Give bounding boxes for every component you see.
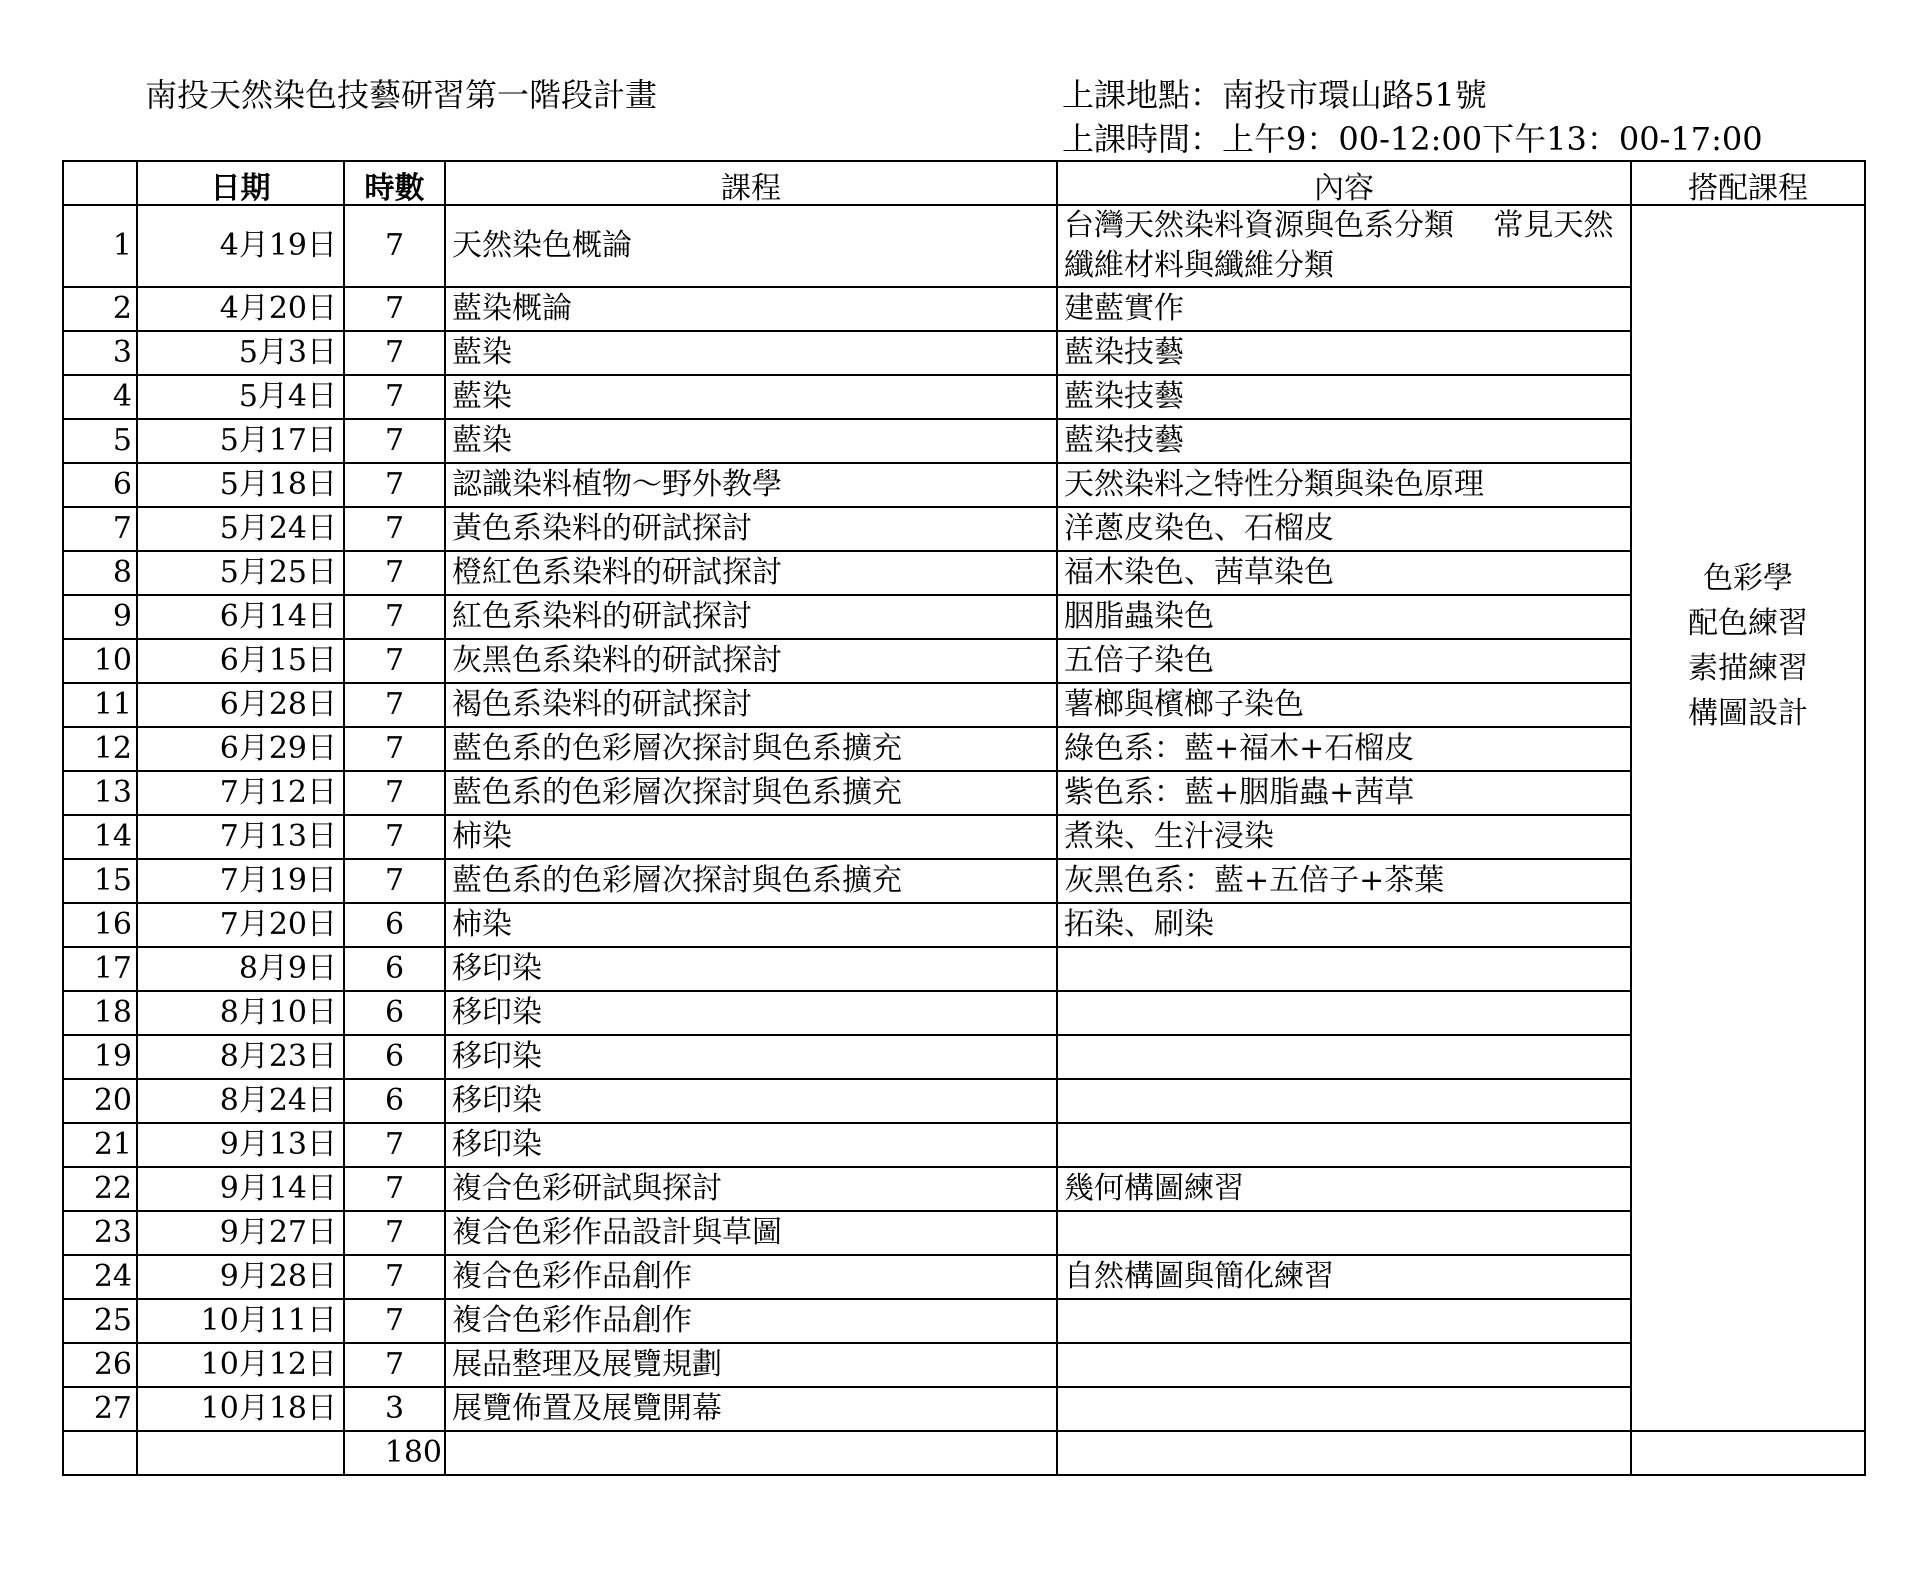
row-content: 薯榔與檳榔子染色 — [1057, 683, 1631, 727]
row-course: 移印染 — [445, 991, 1057, 1035]
row-hours: 7 — [344, 859, 445, 903]
header-course: 課程 — [445, 161, 1057, 205]
row-number: 3 — [63, 331, 137, 375]
row-number: 16 — [63, 903, 137, 947]
row-date: 6月15日 — [137, 639, 344, 683]
row-content: 胭脂蟲染色 — [1057, 595, 1631, 639]
row-course: 展覽佈置及展覽開幕 — [445, 1387, 1057, 1431]
row-course: 橙紅色系染料的研試探討 — [445, 551, 1057, 595]
row-hours: 6 — [344, 903, 445, 947]
row-content — [1057, 1035, 1631, 1079]
total-row-empty-cell — [63, 1431, 137, 1475]
row-date: 10月11日 — [137, 1299, 344, 1343]
row-number: 21 — [63, 1123, 137, 1167]
row-hours: 7 — [344, 1167, 445, 1211]
row-date: 8月9日 — [137, 947, 344, 991]
row-hours: 7 — [344, 1343, 445, 1387]
row-date: 9月14日 — [137, 1167, 344, 1211]
table-row — [63, 947, 1865, 991]
row-course: 柿染 — [445, 903, 1057, 947]
row-number: 18 — [63, 991, 137, 1035]
row-course: 藍色系的色彩層次探討與色系擴充 — [445, 859, 1057, 903]
table-row — [63, 419, 1865, 463]
row-date: 5月17日 — [137, 419, 344, 463]
row-content: 綠色系：藍+福木+石榴皮 — [1057, 727, 1631, 771]
row-content — [1057, 1123, 1631, 1167]
row-date: 7月12日 — [137, 771, 344, 815]
header-content: 內容 — [1057, 161, 1631, 205]
row-course: 認識染料植物～野外教學 — [445, 463, 1057, 507]
row-course: 藍染 — [445, 331, 1057, 375]
extra-course-item: 素描練習 — [1688, 651, 1808, 686]
row-hours: 7 — [344, 815, 445, 859]
row-number: 22 — [63, 1167, 137, 1211]
table-row — [63, 595, 1865, 639]
table-row — [63, 1035, 1865, 1079]
row-number: 10 — [63, 639, 137, 683]
table-row — [63, 903, 1865, 947]
row-hours: 7 — [344, 771, 445, 815]
row-number: 19 — [63, 1035, 137, 1079]
row-date: 5月4日 — [137, 375, 344, 419]
class-location: 上課地點：南投市環山路51號 — [1062, 76, 1487, 114]
row-content: 五倍子染色 — [1057, 639, 1631, 683]
row-hours: 6 — [344, 1079, 445, 1123]
row-course: 複合色彩作品創作 — [445, 1299, 1057, 1343]
row-content — [1057, 991, 1631, 1035]
row-course: 複合色彩作品創作 — [445, 1255, 1057, 1299]
row-number: 9 — [63, 595, 137, 639]
document-title: 南投天然染色技藝研習第一階段計畫 — [145, 76, 658, 114]
extra-course-item: 構圖設計 — [1688, 696, 1808, 731]
row-date: 8月24日 — [137, 1079, 344, 1123]
row-hours: 7 — [344, 683, 445, 727]
row-date: 8月23日 — [137, 1035, 344, 1079]
table-row — [63, 683, 1865, 727]
row-content — [1057, 1211, 1631, 1255]
row-course: 藍染 — [445, 419, 1057, 463]
row-content: 台灣天然染料資源與色系分類 常見天然纖維材料與纖維分類 — [1057, 205, 1631, 287]
total-row — [63, 1431, 1865, 1475]
extra-course-item: 色彩學 — [1703, 561, 1793, 596]
row-number: 15 — [63, 859, 137, 903]
row-date: 6月14日 — [137, 595, 344, 639]
table-row — [63, 815, 1865, 859]
row-number: 25 — [63, 1299, 137, 1343]
total-hours: 180 — [344, 1431, 445, 1475]
row-date: 5月3日 — [137, 331, 344, 375]
row-content: 拓染、刷染 — [1057, 903, 1631, 947]
row-number: 8 — [63, 551, 137, 595]
row-course: 移印染 — [445, 1123, 1057, 1167]
row-date: 9月28日 — [137, 1255, 344, 1299]
total-row-empty-cell — [1057, 1431, 1631, 1475]
table-row — [63, 331, 1865, 375]
row-content — [1057, 1343, 1631, 1387]
table-row — [63, 727, 1865, 771]
row-hours: 7 — [344, 595, 445, 639]
header-num — [63, 161, 137, 205]
row-course: 展品整理及展覽規劃 — [445, 1343, 1057, 1387]
row-content: 天然染料之特性分類與染色原理 — [1057, 463, 1631, 507]
row-course: 灰黑色系染料的研試探討 — [445, 639, 1057, 683]
row-course: 移印染 — [445, 947, 1057, 991]
extra-courses-cell — [1631, 205, 1865, 1431]
row-content — [1057, 1079, 1631, 1123]
row-content — [1057, 1387, 1631, 1431]
row-number: 20 — [63, 1079, 137, 1123]
row-hours: 7 — [344, 507, 445, 551]
row-course: 藍色系的色彩層次探討與色系擴充 — [445, 727, 1057, 771]
row-number: 13 — [63, 771, 137, 815]
row-content: 自然構圖與簡化練習 — [1057, 1255, 1631, 1299]
row-date: 5月24日 — [137, 507, 344, 551]
row-date: 4月20日 — [137, 287, 344, 331]
row-course: 複合色彩研試與探討 — [445, 1167, 1057, 1211]
total-row-empty-cell — [1631, 1431, 1865, 1475]
header-extra: 搭配課程 — [1631, 161, 1865, 205]
table-row — [63, 639, 1865, 683]
row-hours: 7 — [344, 1123, 445, 1167]
row-content: 幾何構圖練習 — [1057, 1167, 1631, 1211]
row-hours: 7 — [344, 727, 445, 771]
row-date: 9月13日 — [137, 1123, 344, 1167]
row-course: 黃色系染料的研試探討 — [445, 507, 1057, 551]
row-content: 藍染技藝 — [1057, 419, 1631, 463]
row-number: 24 — [63, 1255, 137, 1299]
class-time: 上課時間：上午9：00-12:00下午13：00-17:00 — [1062, 120, 1763, 158]
row-hours: 6 — [344, 947, 445, 991]
table-row — [63, 507, 1865, 551]
row-course: 複合色彩作品設計與草圖 — [445, 1211, 1057, 1255]
table-row — [63, 1299, 1865, 1343]
row-number: 5 — [63, 419, 137, 463]
row-course: 柿染 — [445, 815, 1057, 859]
row-course: 移印染 — [445, 1035, 1057, 1079]
row-hours: 6 — [344, 1035, 445, 1079]
table-row — [63, 205, 1865, 287]
table-row — [63, 1211, 1865, 1255]
row-content: 福木染色、茜草染色 — [1057, 551, 1631, 595]
row-content — [1057, 1299, 1631, 1343]
row-course: 藍染 — [445, 375, 1057, 419]
total-row-empty-cell — [445, 1431, 1057, 1475]
row-date: 7月20日 — [137, 903, 344, 947]
row-hours: 7 — [344, 419, 445, 463]
row-number: 27 — [63, 1387, 137, 1431]
row-number: 1 — [63, 205, 137, 287]
row-number: 2 — [63, 287, 137, 331]
row-hours: 6 — [344, 991, 445, 1035]
row-date: 10月12日 — [137, 1343, 344, 1387]
row-hours: 7 — [344, 375, 445, 419]
total-row-empty-cell — [137, 1431, 344, 1475]
row-hours: 7 — [344, 287, 445, 331]
row-hours: 7 — [344, 331, 445, 375]
row-hours: 7 — [344, 205, 445, 287]
table-row — [63, 1255, 1865, 1299]
table-row — [63, 375, 1865, 419]
table-row — [63, 859, 1865, 903]
row-course: 紅色系染料的研試探討 — [445, 595, 1057, 639]
row-date: 9月27日 — [137, 1211, 344, 1255]
table-row — [63, 1343, 1865, 1387]
row-content: 洋蔥皮染色、石榴皮 — [1057, 507, 1631, 551]
row-number: 12 — [63, 727, 137, 771]
row-hours: 7 — [344, 551, 445, 595]
header-date: 日期 — [137, 161, 344, 205]
row-date: 7月19日 — [137, 859, 344, 903]
table-row — [63, 551, 1865, 595]
table-row — [63, 991, 1865, 1035]
row-date: 7月13日 — [137, 815, 344, 859]
row-date: 10月18日 — [137, 1387, 344, 1431]
row-course: 藍染概論 — [445, 287, 1057, 331]
row-course: 藍色系的色彩層次探討與色系擴充 — [445, 771, 1057, 815]
row-content — [1057, 947, 1631, 991]
row-date: 5月18日 — [137, 463, 344, 507]
table-row — [63, 287, 1865, 331]
row-content: 灰黑色系：藍+五倍子+茶葉 — [1057, 859, 1631, 903]
row-hours: 3 — [344, 1387, 445, 1431]
header-hours: 時數 — [344, 161, 445, 205]
table-row — [63, 1387, 1865, 1431]
row-date: 8月10日 — [137, 991, 344, 1035]
row-date: 6月29日 — [137, 727, 344, 771]
row-course: 天然染色概論 — [445, 205, 1057, 287]
table-row — [63, 1167, 1865, 1211]
header-row — [63, 161, 1865, 205]
row-number: 23 — [63, 1211, 137, 1255]
row-course: 褐色系染料的研試探討 — [445, 683, 1057, 727]
row-content: 紫色系：藍+胭脂蟲+茜草 — [1057, 771, 1631, 815]
row-date: 5月25日 — [137, 551, 344, 595]
table-row — [63, 1079, 1865, 1123]
row-hours: 7 — [344, 1299, 445, 1343]
row-content: 煮染、生汁浸染 — [1057, 815, 1631, 859]
row-number: 7 — [63, 507, 137, 551]
row-number: 4 — [63, 375, 137, 419]
table-row — [63, 771, 1865, 815]
row-hours: 7 — [344, 463, 445, 507]
row-number: 6 — [63, 463, 137, 507]
schedule-table — [62, 160, 1866, 1476]
row-number: 11 — [63, 683, 137, 727]
row-hours: 7 — [344, 1211, 445, 1255]
table-row — [63, 463, 1865, 507]
row-number: 26 — [63, 1343, 137, 1387]
row-hours: 7 — [344, 1255, 445, 1299]
extra-course-item: 配色練習 — [1688, 606, 1808, 641]
row-course: 移印染 — [445, 1079, 1057, 1123]
row-hours: 7 — [344, 639, 445, 683]
row-date: 6月28日 — [137, 683, 344, 727]
row-content: 藍染技藝 — [1057, 375, 1631, 419]
row-date: 4月19日 — [137, 205, 344, 287]
row-number: 17 — [63, 947, 137, 991]
table-row — [63, 1123, 1865, 1167]
row-number: 14 — [63, 815, 137, 859]
row-content: 建藍實作 — [1057, 287, 1631, 331]
row-content: 藍染技藝 — [1057, 331, 1631, 375]
